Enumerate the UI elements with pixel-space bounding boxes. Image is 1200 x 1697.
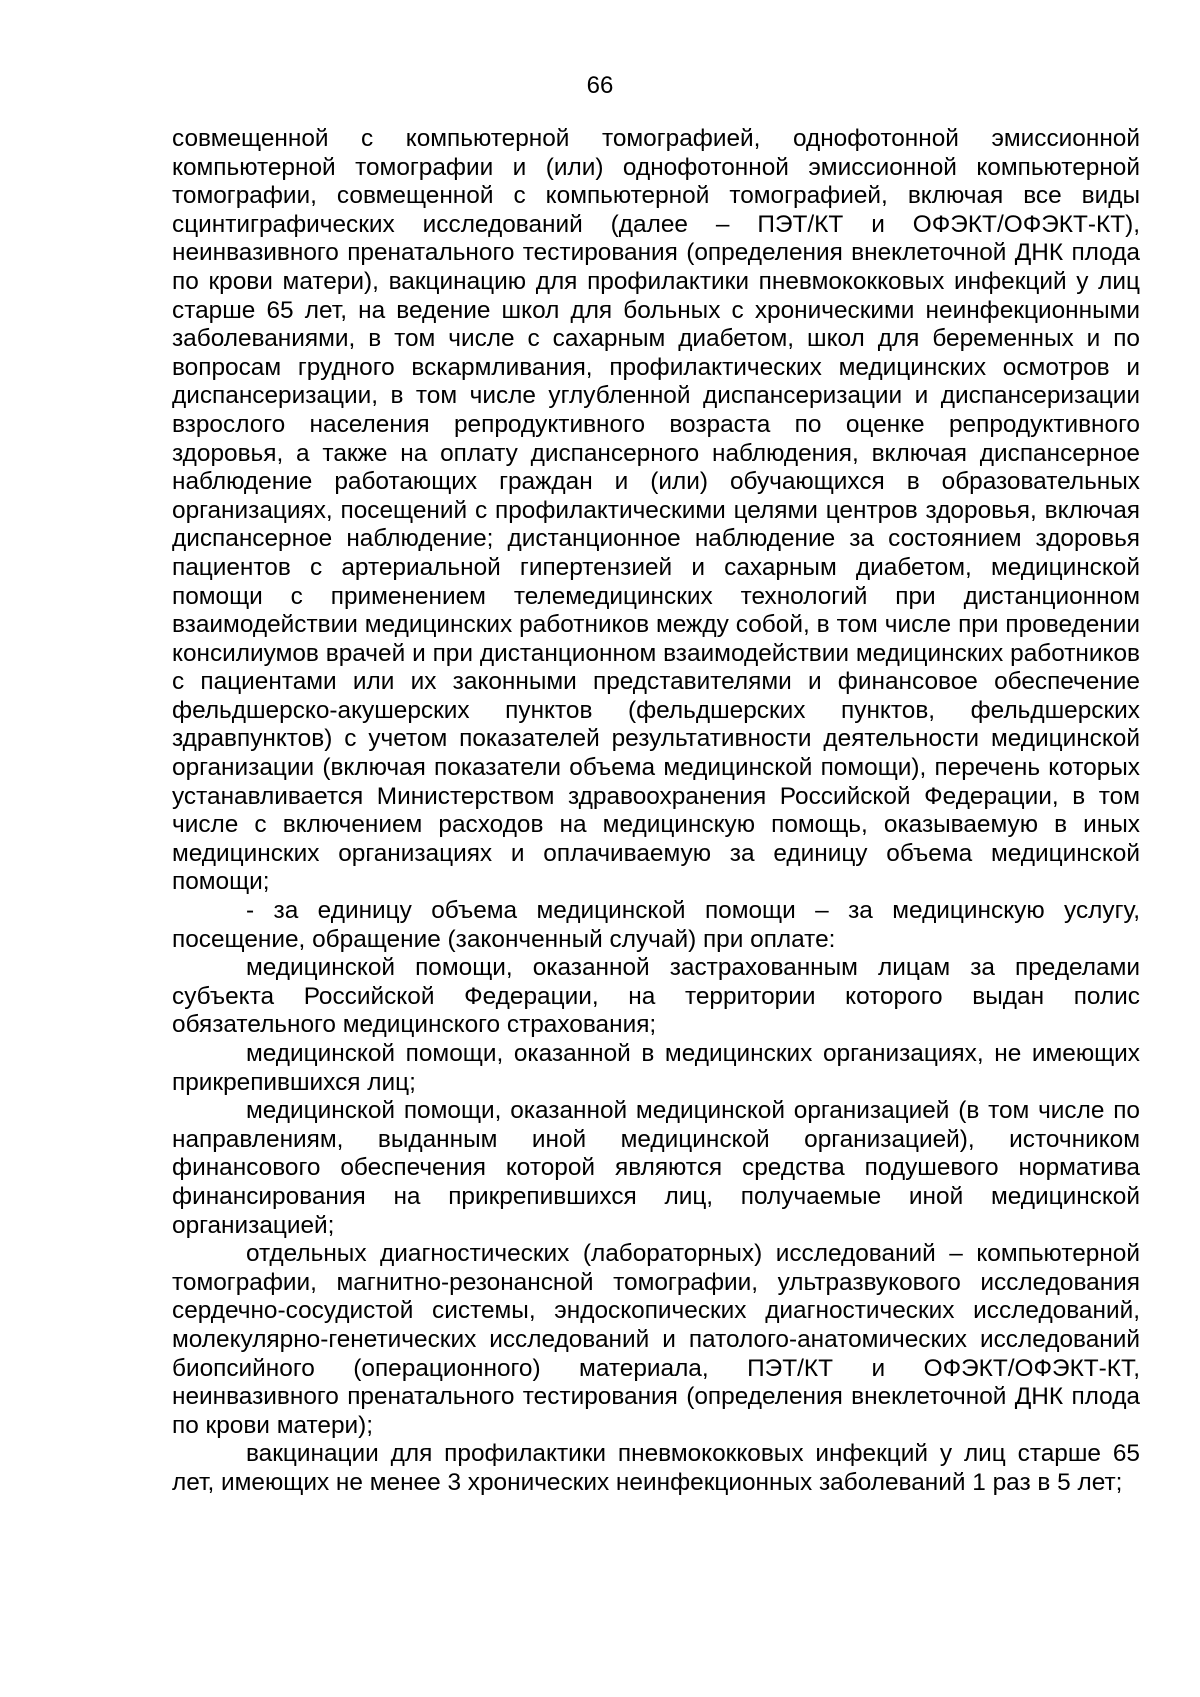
paragraph-unit-of-volume: - за единицу объема медицинской помощи – за медицинскую услугу, посещение, обращение (законченный случай) при оплате: [172, 897, 1140, 953]
paragraph-no-attached-persons: медицинской помощи, оказанной в медицинских организациях, не имеющих прикрепившихся лиц; [172, 1040, 1140, 1096]
paragraph-vaccination: вакцинации для профилактики пневмококковых инфекций у лиц старше 65 лет, имеющих не менее 3 хронических неинфекционных заболеваний 1 раз в 5 лет; [172, 1440, 1140, 1496]
page-number: 66 [586, 72, 614, 99]
document-body [172, 125, 1140, 1498]
paragraph-out-of-region-care: медицинской помощи, оказанной застрахованным лицам за пределами субъекта Российской Федерации, на территории которого выдан полис обязательного медицинского страхования; [172, 954, 1140, 1039]
paragraph-diagnostic-tests: отдельных диагностических (лабораторных) исследований – компьютерной томографии, магнитно-резонансной томографии, ультразвукового исследования сердечно-сосудистой системы, эндоскопических диагностических исследований, молекулярно-генетических исследований и патолого-анатомических исследований биопсийного (операционного) материала, ПЭТ/КТ и ОФЭКТ/ОФЭКТ-КТ, неинвазивного пренатального тестирования (определения внеклеточной ДНК плода по крови матери); [172, 1240, 1140, 1439]
paragraph-referral-care: медицинской помощи, оказанной медицинской организацией (в том числе по направлениям, выданным иной медицинской организацией), источником финансового обеспечения которой являются средства подушевого норматива финансирования на прикрепившихся лиц, получаемые иной медицинской организацией; [172, 1097, 1140, 1239]
paragraph-continuation: совмещенной с компьютерной томографией, однофотонной эмиссионной компьютерной томографии и (или) однофотонной эмиссионной компьютерной томографии, совмещенной с компьютерной томографией, включая все виды сцинтиграфических исследований (далее – ПЭТ/КТ и ОФЭКТ/ОФЭКТ-КТ), неинвазивного пренатального тестирования (определения внеклеточной ДНК плода по крови матери), вакцинацию для профилактики пневмококковых инфекций у лиц старше 65 лет, на ведение школ для больных с хроническими неинфекционными заболеваниями, в том числе с сахарным диабетом, школ для беременных и по вопросам грудного вскармливания, профилактических медицинских осмотров и диспансеризации, в том числе углубленной диспансеризации и диспансеризации взрослого населения репродуктивного возраста по оценке репродуктивного здоровья, а также на оплату диспансерного наблюдения, включая диспансерное наблюдение работающих граждан и (или) обучающихся в образовательных организациях, посещений с профилактическими целями центров здоровья, включая диспансерное наблюдение; дистанционное наблюдение за состоянием здоровья пациентов с артериальной гипертензией и сахарным диабетом, медицинской помощи с применением телемедицинских технологий при дистанционном взаимодействии медицинских работников между собой, в том числе при проведении консилиумов врачей и при дистанционном взаимодействии медицинских работников с пациентами или их законными представителями и финансовое обеспечение фельдшерско-акушерских пунктов (фельдшерских пунктов, фельдшерских здравпунктов) с учетом показателей результативности деятельности медицинской организации (включая показатели объема медицинской помощи), перечень которых устанавливается Министерством здравоохранения Российской Федерации, в том числе с включением расходов на медицинскую помощь, оказываемую в иных медицинских организациях и оплачиваемую за единицу объема медицинской помощи; [172, 125, 1140, 896]
